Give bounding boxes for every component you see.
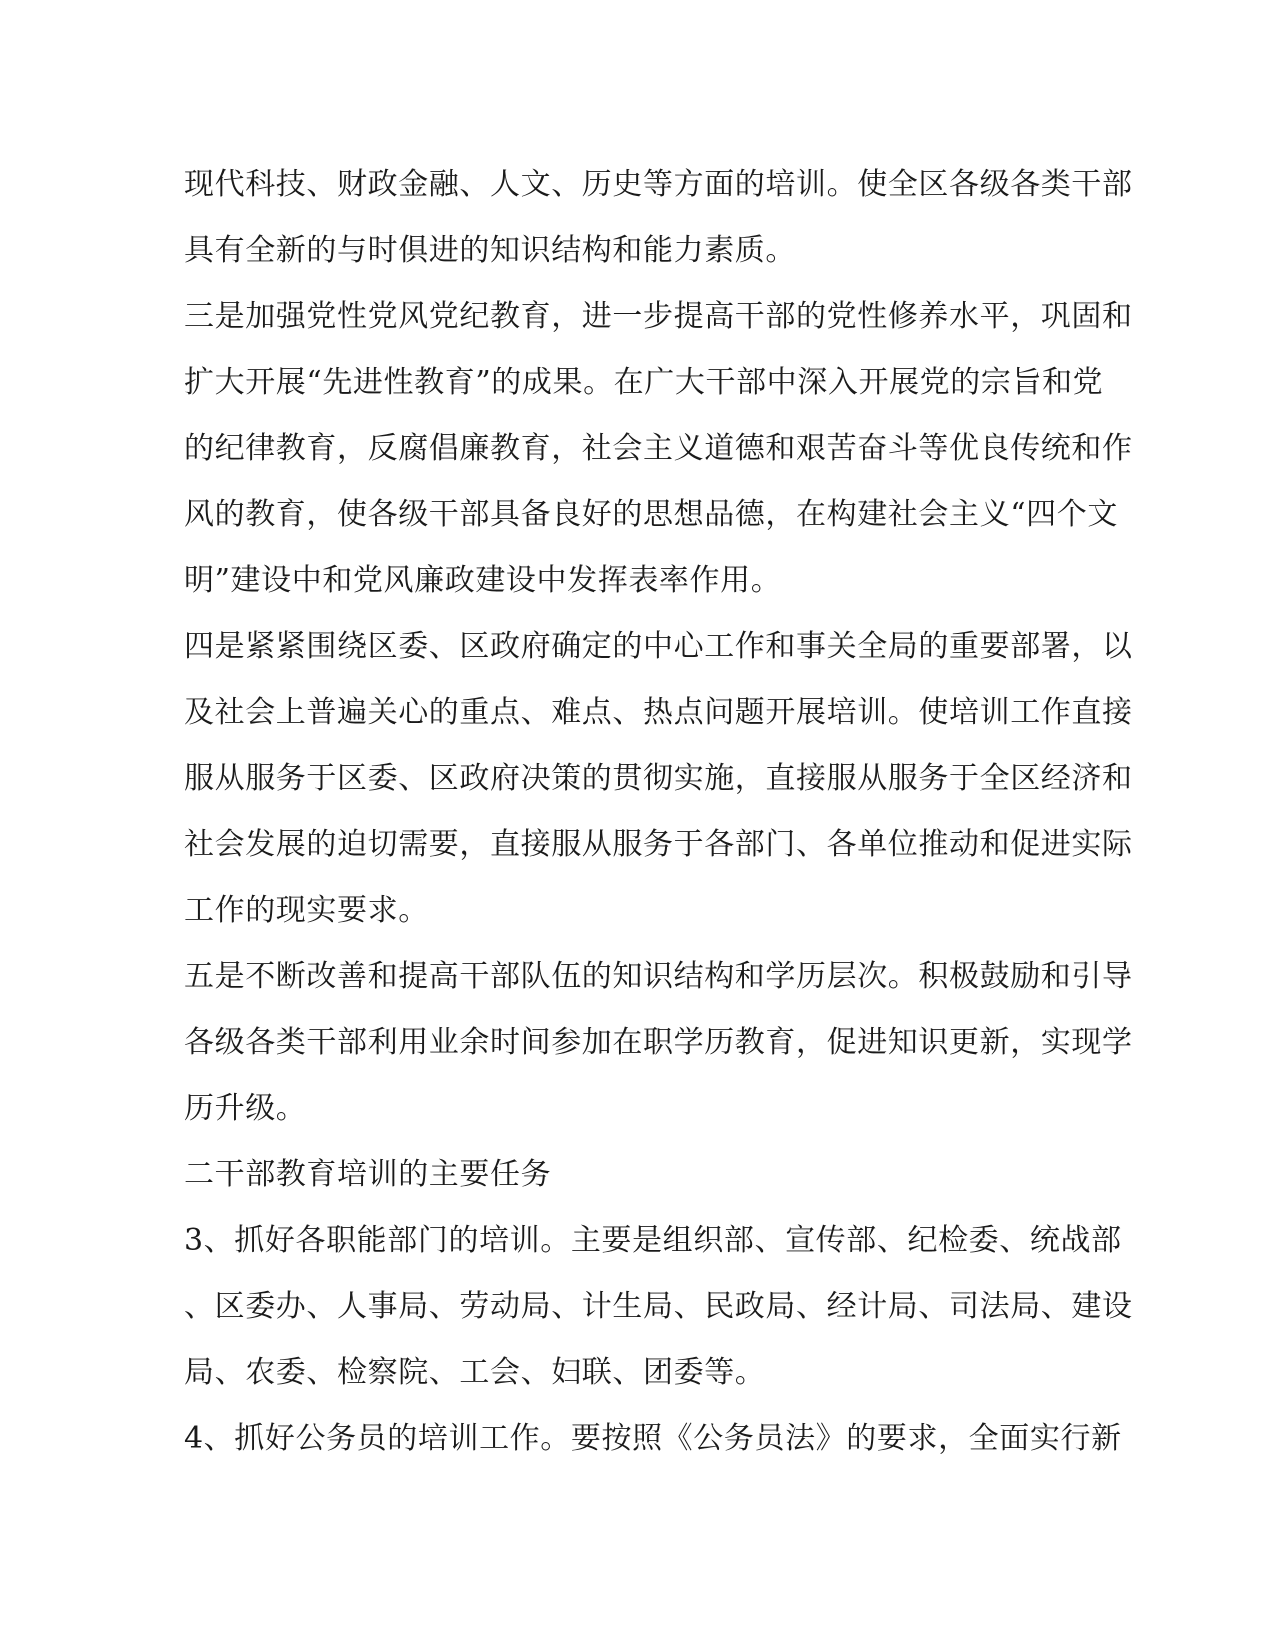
text-line-14: 各级各类干部利用业余时间参加在职学历教育，促进知识更新，实现学 [184,1025,1133,1060]
text-line-18: 、区委办、人事局、劳动局、计生局、民政局、经计局、司法局、建设 [184,1289,1133,1324]
text-line-7: 明”建设中和党风廉政建设中发挥表率作用。 [184,563,782,598]
text-line-3: 三是加强党性党风党纪教育，进一步提高干部的党性修养水平，巩固和 [184,299,1133,334]
text-line-4: 扩大开展“先进性教育”的成果。在广大干部中深入开展党的宗旨和党 [184,365,1104,400]
text-line-19: 局、农委、检察院、工会、妇联、团委等。 [184,1355,766,1390]
text-line-17: 3、抓好各职能部门的培训。主要是组织部、宣传部、纪检委、统战部 [184,1223,1122,1258]
text-line-10: 服从服务于区委、区政府决策的贯彻实施，直接服从服务于全区经济和 [184,761,1133,796]
text-line-5: 的纪律教育，反腐倡廉教育，社会主义道德和艰苦奋斗等优良传统和作 [184,431,1133,466]
text-line-2: 具有全新的与时俱进的知识结构和能力素质。 [184,233,796,268]
text-line-11: 社会发展的迫切需要，直接服从服务于各部门、各单位推动和促进实际 [184,827,1133,862]
text-line-1: 现代科技、财政金融、人文、历史等方面的培训。使全区各级各类干部 [184,167,1133,202]
section-heading: 二干部教育培训的主要任务 [184,1157,552,1192]
text-line-13: 五是不断改善和提高干部队伍的知识结构和学历层次。积极鼓励和引导 [184,959,1133,994]
text-line-15: 历升级。 [184,1091,307,1126]
text-line-8: 四是紧紧围绕区委、区政府确定的中心工作和事关全局的重要部署，以 [184,629,1133,664]
text-line-20: 4、抓好公务员的培训工作。要按照《公务员法》的要求，全面实行新 [184,1421,1122,1456]
document-body [184,152,1133,1472]
text-line-6: 风的教育，使各级干部具备良好的思想品德，在构建社会主义“四个文 [184,497,1118,532]
text-line-12: 工作的现实要求。 [184,893,429,928]
text-line-9: 及社会上普遍关心的重点、难点、热点问题开展培训。使培训工作直接 [184,695,1133,730]
